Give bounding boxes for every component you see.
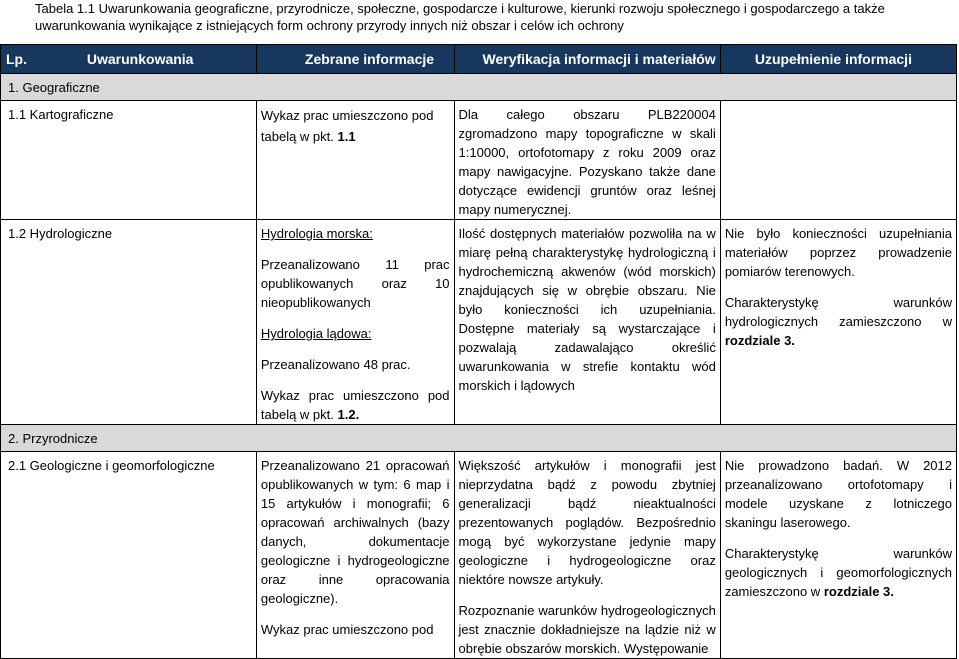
supplement-ref: rozdziale 3.	[823, 584, 894, 599]
supplement-text: Nie prowadzono badań. W 2012 przeanalizowano ortofotomapy i modele uzyskane z lotniczego skaningu laserowego.	[724, 458, 952, 530]
info-heading-land: Hydrologia lądowa:	[260, 326, 372, 341]
header-lp-uwarunkowania	[1, 45, 257, 74]
section-row-przyrodnicze	[1, 425, 957, 452]
row-supplement	[720, 101, 956, 220]
row-verification: Ilość dostępnych materiałów pozwoliła na w miarę pełną charakterystykę hydrologiczną i hydrochemiczną akwenów (wód morskich) znajdujących się w obrębie obszaru. Nie było konieczności ich uzupełniania. Dostępne materiały są wystarczające i pozwalają zadawalająco określić uwarunkowania w strefie kontaktu wód morskich i lądowych	[454, 220, 720, 425]
info-text: Przeanalizowano 48 prac.	[260, 357, 411, 372]
table-row	[1, 220, 957, 425]
row-verification	[454, 452, 720, 659]
row-name: 1.2 Hydrologiczne	[1, 220, 257, 425]
header-lp: Lp.	[6, 50, 27, 67]
header-col3-label: Weryfikacja informacji i materiałów	[482, 50, 716, 67]
row-supplement	[720, 452, 956, 659]
supplement-text: Charakterystykę warunków hydrologicznych zamieszczono w	[724, 295, 952, 329]
info-text: Przeanalizowano 21 opracowań opublikowanych w tym: 6 map i 15 artykułów i monografii; 6 opracowań archiwalnych (bazy danych, dokumentacje geologiczne i hydrogeologiczne oraz inne opracowania geologiczne).	[260, 458, 450, 606]
row-info	[256, 101, 454, 220]
row-verification: Dla całego obszaru PLB220004 zgromadzono mapy topograficzne w skali 1:10000, ortofotomapy z roku 2009 oraz mapy nawigacyjne. Pozyskano także dane dotyczące ewidencji gruntów oraz leśnej mapy numerycznej.	[454, 101, 720, 220]
section-title: 2. Przyrodnicze	[1, 425, 957, 452]
section-title: 1. Geograficzne	[1, 74, 957, 101]
header-uzupelnienie	[720, 45, 956, 74]
row-name: 2.1 Geologiczne i geomorfologiczne	[1, 452, 257, 659]
info-ref: 1.1	[337, 129, 356, 144]
info-ref: 1.2.	[337, 407, 360, 422]
table-caption: Tabela 1.1 Uwarunkowania geograficzne, przyrodnicze, społeczne, gospodarcze i kulturowe, kierunki rozwoju społecznego i gospodarczego a także uwarunkowania wynikające z istniejących form ochrony przyrody innych niż obszar i celów ich ochrony	[35, 1, 885, 33]
header-col2-label: Zebrane informacje	[304, 50, 435, 67]
supplement-ref: rozdziale 3.	[724, 333, 795, 348]
header-weryfikacja	[454, 45, 720, 74]
row-supplement	[720, 220, 956, 425]
table-row	[1, 101, 957, 220]
conditions-table	[0, 44, 957, 659]
header-col4-label: Uzupełnienie informacji	[754, 50, 912, 67]
info-text: Wykaz prac umieszczono pod tabelą w pkt.	[260, 388, 450, 422]
row-info	[256, 452, 454, 659]
supplement-text: Charakterystykę warunków geologicznych i geomorfologicznych zamieszczono w	[724, 546, 952, 599]
header-zebrane-informacje	[256, 45, 454, 74]
header-uwarunkowania: Uwarunkowania	[86, 50, 194, 67]
info-text: Wykaz prac umieszczono pod tabelą w pkt.	[260, 108, 434, 144]
row-info	[256, 220, 454, 425]
info-text: Wykaz prac umieszczono pod	[260, 622, 434, 637]
table-row	[1, 452, 957, 659]
section-row-geograficzne	[1, 74, 957, 101]
verification-text: Rozpoznanie warunków hydrogeologicznych jest znacznie dokładniejsze na lądzie niż w obrębie obszarów morskich. Występowanie	[458, 603, 716, 656]
table-header-row	[1, 45, 957, 74]
verification-text: Większość artykułów i monografii jest nieprzydatna bądź z powodu zbytniej generalizacji bądź nieaktualności prezentowanych poglądów. Bezpośrednio mogą być wykorzystane jedynie mapy geologiczne i hydrogeologiczne oraz niektóre nowsze artykuły.	[458, 458, 716, 587]
info-text: Przeanalizowano 11 prac opublikowanych oraz 10 nieopublikowanych	[260, 257, 450, 310]
supplement-text: Nie było konieczności uzupełniania materiałów poprzez prowadzenie pomiarów terenowych.	[724, 226, 952, 279]
info-heading-marine: Hydrologia morska:	[260, 226, 373, 241]
row-name: 1.1 Kartograficzne	[1, 101, 257, 220]
